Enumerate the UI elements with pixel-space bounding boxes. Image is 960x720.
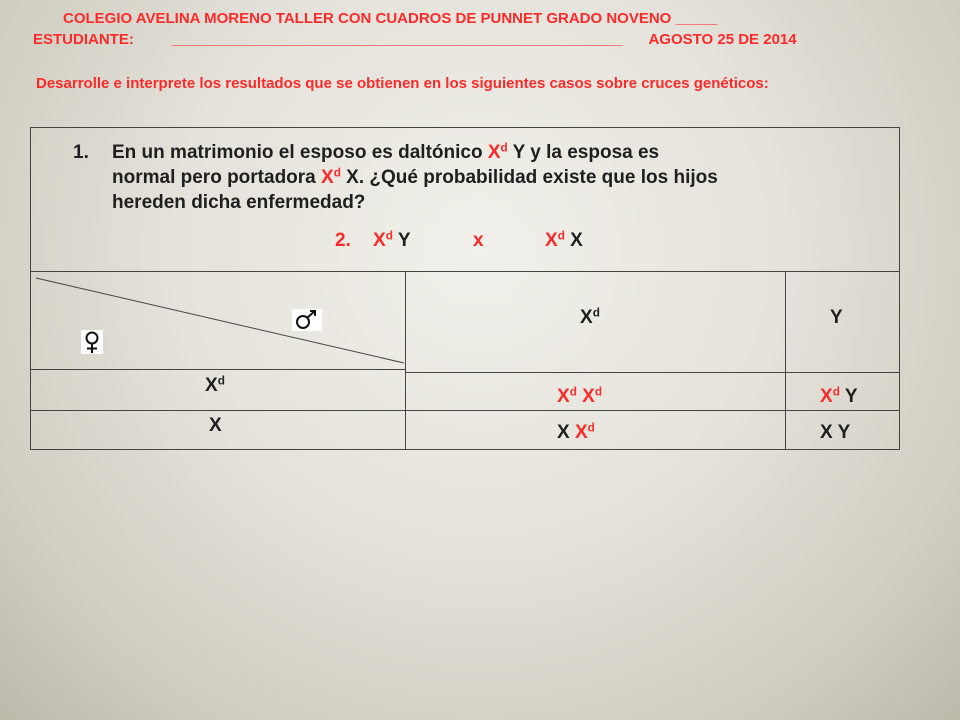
question-number: 1. [73, 142, 89, 163]
instruction-text: Desarrolle e interprete los resultados que se obtienen en los siguientes casos sobre cruces genéticos: [36, 75, 769, 92]
father-genotype: $X^d$ Y [373, 229, 411, 251]
cell-r1c1: $X^d$ $X^d$ [557, 385, 603, 407]
date-text: AGOSTO 25 DE 2014 [648, 31, 797, 48]
student-line [33, 31, 797, 49]
corner-diagonal [30, 271, 406, 370]
question-text [112, 140, 852, 215]
cross-number: 2. [335, 230, 351, 251]
male-icon [291, 308, 323, 332]
question-line3: hereden dicha enfermedad? [112, 192, 366, 213]
header-title: COLEGIO AVELINA MORENO TALLER CON CUADROS DE PUNNET GRADO NOVENO _____ [63, 10, 718, 27]
grid-divider-vertical [785, 271, 786, 450]
mother-genotype: $X^d$ X [545, 229, 583, 251]
student-name-blank: ______________________________________________________ [172, 31, 623, 48]
grid-divider-horizontal [405, 372, 900, 373]
cell-r2c2: X Y [820, 422, 851, 443]
col-header-xd: $X^d$ [580, 306, 600, 328]
cross-symbol: x [473, 230, 484, 251]
row-header-xd: $X^d$ [205, 374, 225, 396]
cross-line [335, 229, 351, 253]
allele-xd: $X^d$ [321, 166, 341, 188]
question-line2-b: X. ¿Qué probabilidad existe que los hijos [340, 167, 718, 188]
question-line1-a: En un matrimonio el esposo es daltónico [112, 142, 488, 163]
cell-r2c1: X $X^d$ [557, 421, 595, 443]
female-icon [81, 330, 103, 354]
question-line2-a: normal pero portadora [112, 167, 322, 188]
question-line1-b: Y y la esposa es [507, 142, 660, 163]
cell-r1c2: $X^d$ Y [820, 385, 858, 407]
allele-xd: $X^d$ [487, 141, 508, 163]
row-header-x: X [209, 415, 222, 436]
col-header-y: Y [830, 307, 843, 328]
grid-divider-horizontal [30, 410, 900, 411]
student-label: ESTUDIANTE: [33, 31, 134, 48]
